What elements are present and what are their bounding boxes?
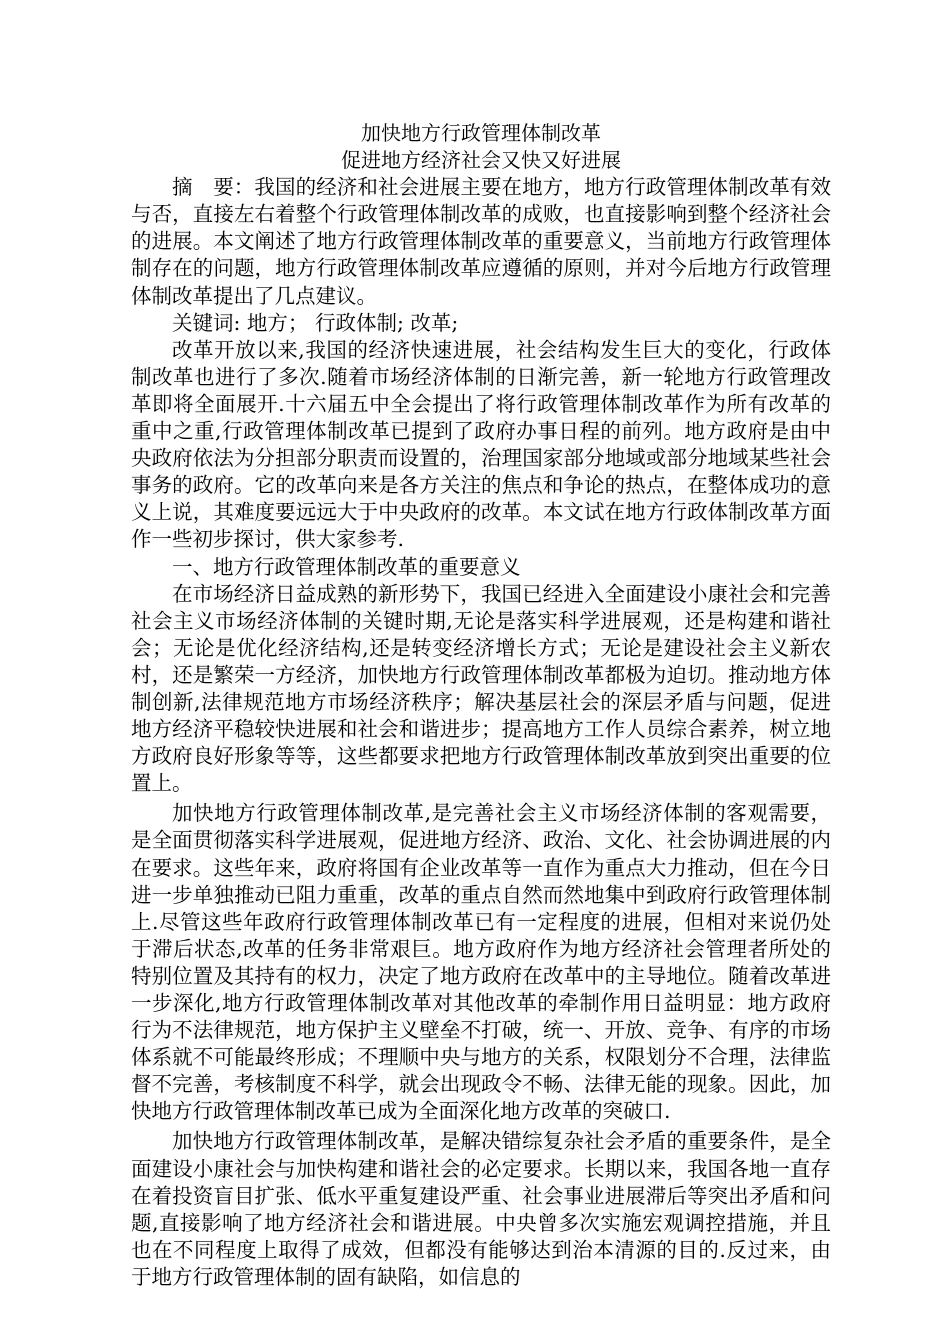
- abstract-paragraph: [131, 174, 831, 309]
- document-title: 加快地方行政管理体制改革: [361, 121, 601, 145]
- body-paragraph-3: 加快地方行政管理体制改革，是解决错综复杂社会矛盾的重要条件，是全面建设小康社会与加快构建和谐社会的必定要求。长期以来，我国各地一直存在着投资盲目扩张、低水平重复建设严重、社会事业进展滞后等突出矛盾和问题,直接影响了地方经济社会和谐进展。中央曾多次实施宏观调控措施，并且也在不同程度上取得了成效，但都没有能够达到治本清源的目的.反过来，由于地方行政管理体制的固有缺陷，如信息的: [131, 1129, 831, 1289]
- abstract-text: 我国的经济和社会进展主要在地方，地方行政管理体制改革有效与否，直接左右着整个行政管理体制改革的成败，也直接影响到整个经济社会的进展。本文阐述了地方行政管理体制改革的重要意义，当前地方行政管理体制存在的问题，地方行政管理体制改革应遵循的原则，并对今后地方行政管理体制改革提出了几点建议。: [131, 175, 832, 308]
- document-subtitle: 促进地方经济社会又快又好进展: [341, 148, 621, 173]
- abstract-label: 摘 要：: [172, 175, 255, 200]
- keywords-line: 关键词: 地方； 行政体制; 改革;: [172, 310, 459, 335]
- intro-paragraph: 改革开放以来,我国的经济快速进展，社会结构发生巨大的变化，行政体制改革也进行了多次.随着市场经济体制的日渐完善，新一轮地方行政管理改革即将全面展开.十六届五中全会提出了将行政管理体制改革作为所有改革的重中之重,行政管理体制改革已提到了政府办事日程的前列。地方政府是由中央政府依法为分担部分职责而设置的，治理国家部分地域或部分地域某些社会事务的政府。它的改革向来是各方关注的焦点和争论的热点，在整体成功的意义上说，其难度要远远大于中央政府的改革。本文试在地方行政体制改革方面作一些初步探讨，供大家参考.: [131, 337, 831, 552]
- body-paragraph-1: 在市场经济日益成熟的新形势下，我国已经进入全面建设小康社会和完善社会主义市场经济体制的关键时期,无论是落实科学进展观，还是构建和谐社会；无论是优化经济结构,还是转变经济增长方式；无论是建设社会主义新农村，还是繁荣一方经济，加快地方行政管理体制改革都极为迫切。推动地方体制创新,法律规范地方市场经济秩序；解决基层社会的深层矛盾与问题，促进地方经济平稳较快进展和社会和谐进步；提高地方工作人员综合素养，树立地方政府良好形象等等，这些都要求把地方行政管理体制改革放到突出重要的位置上。: [131, 581, 831, 796]
- body-paragraph-2: 加快地方行政管理体制改革,是完善社会主义市场经济体制的客观需要，是全面贯彻落实科学进展观，促进地方经济、政治、文化、社会协调进展的内在要求。这些年来，政府将国有企业改革等一直作为重点大力推动，但在今日进一步单独推动已阻力重重，改革的重点自然而然地集中到政府行政管理体制上.尽管这些年政府行政管理体制改革已有一定程度的进展，但相对来说仍处于滞后状态,改革的任务非常艰巨。地方政府作为地方经济社会管理者所处的特别位置及其持有的权力，决定了地方政府在改革中的主导地位。随着改革进一步深化,地方行政管理体制改革对其他改革的牵制作用日益明显：地方政府行为不法律规范，地方保护主义壁垒不打破，统一、开放、竞争、有序的市场体系就不可能最终形成；不理顺中央与地方的关系，权限划分不合理，法律监督不完善，考核制度不科学，就会出现政令不畅、法律无能的现象。因此，加快地方行政管理体制改革已成为全面深化地方改革的突破口.: [131, 801, 831, 1124]
- section-heading-1: 一、地方行政管理体制改革的重要意义: [172, 554, 521, 579]
- document-page: [131, 120, 831, 1291]
- title-block: [131, 120, 831, 174]
